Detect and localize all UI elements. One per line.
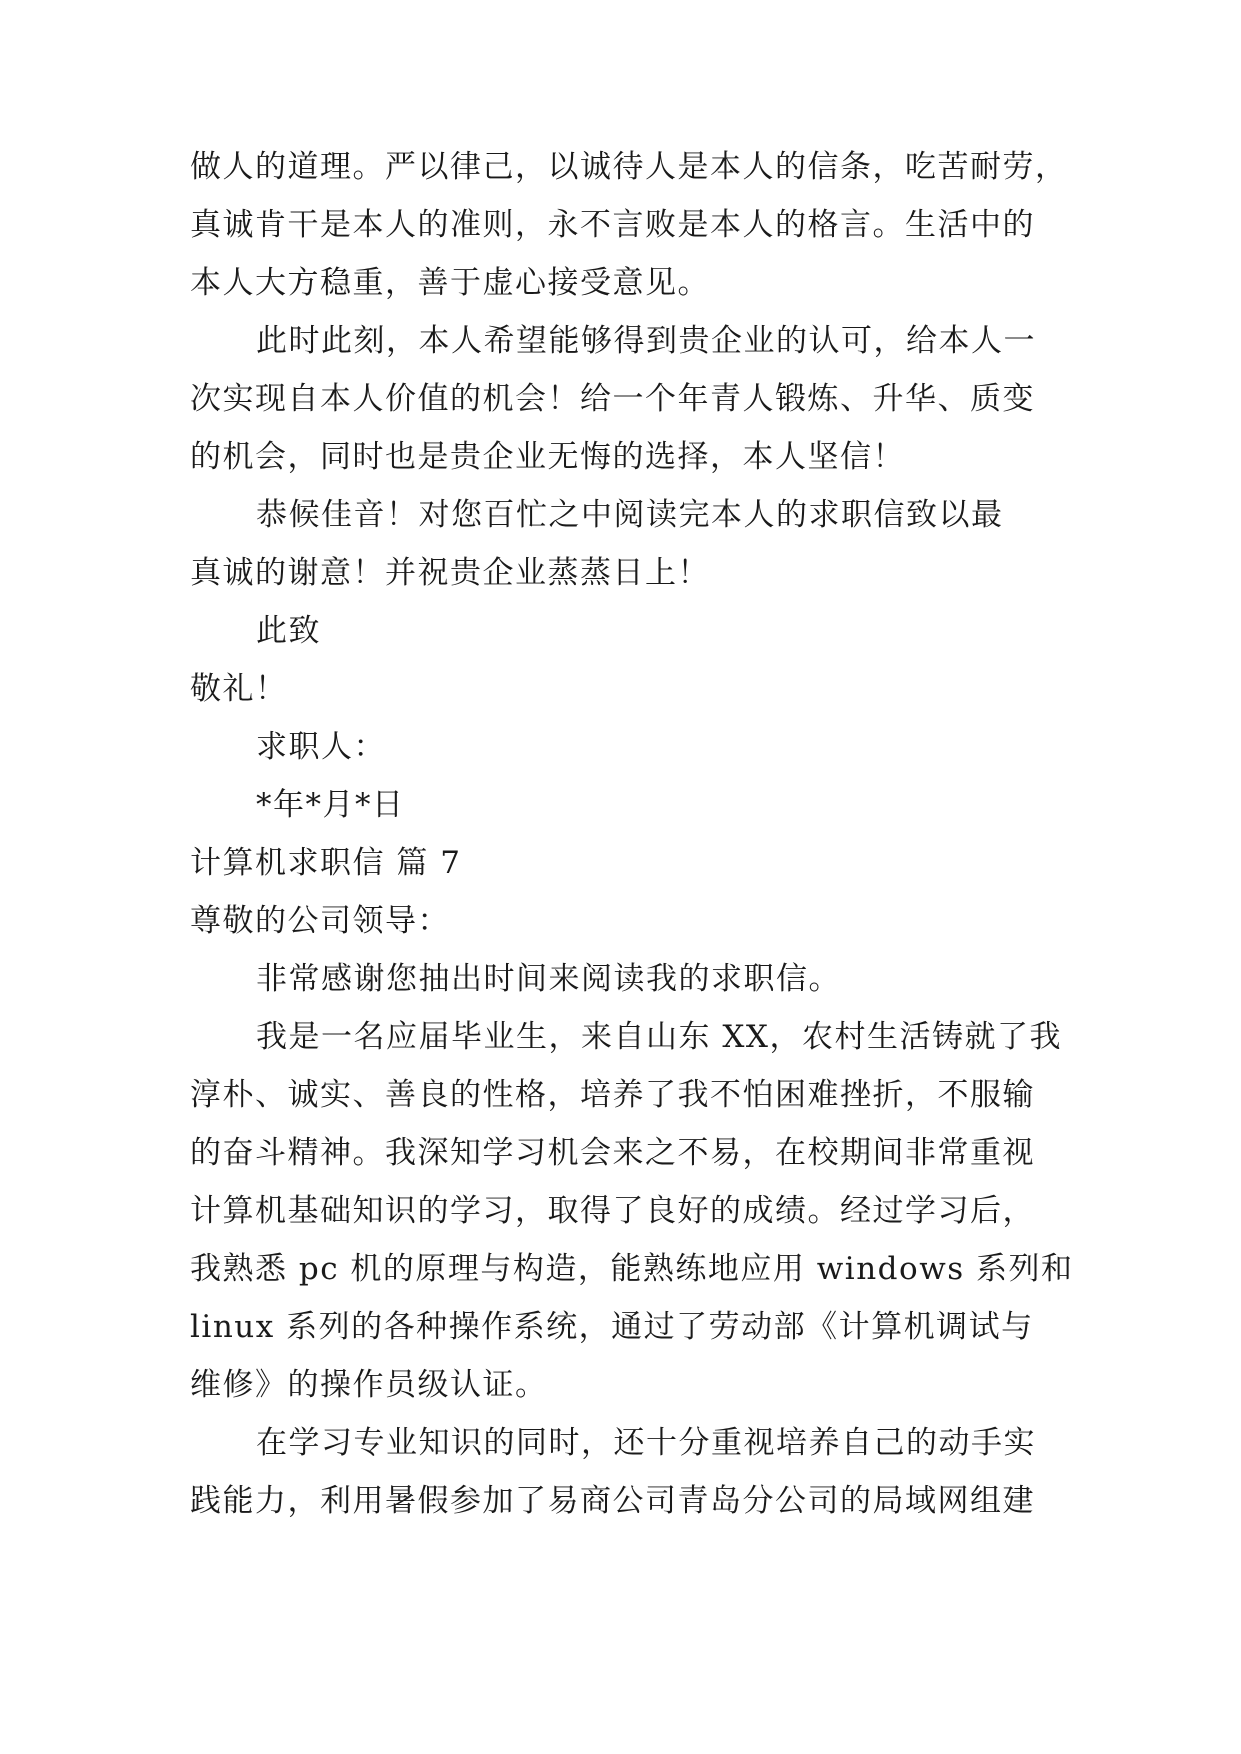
text-line: 的机会，同时也是贵企业无悔的选择，本人坚信！ xyxy=(190,439,905,475)
text-line: 维修》的操作员级认证。 xyxy=(190,1367,548,1403)
text-line: 求职人： xyxy=(256,729,386,765)
text-line: 真诚肯干是本人的准则，永不言败是本人的格言。生活中的 xyxy=(190,207,1035,243)
text-line: 我是一名应届毕业生，来自山东 XX，农村生活铸就了我 xyxy=(256,1019,1062,1055)
text-line: 敬礼！ xyxy=(190,671,288,707)
text-line: 践能力，利用暑假参加了易商公司青岛分公司的局域网组建 xyxy=(190,1483,1035,1519)
text-line: 真诚的谢意！并祝贵企业蒸蒸日上！ xyxy=(190,555,710,591)
text-line: 我熟悉 pc 机的原理与构造，能熟练地应用 windows 系列和 xyxy=(190,1251,1074,1287)
text-line: 此时此刻，本人希望能够得到贵企业的认可，给本人一 xyxy=(256,323,1036,359)
text-line: 在学习专业知识的同时，还十分重视培养自己的动手实 xyxy=(256,1425,1036,1461)
text-line: 计算机基础知识的学习，取得了良好的成绩。经过学习后， xyxy=(190,1193,1035,1229)
text-line: 本人大方稳重，善于虚心接受意见。 xyxy=(190,265,710,301)
text-line: 次实现自本人价值的机会！给一个年青人锻炼、升华、质变 xyxy=(190,381,1035,417)
text-line: *年*月*日 xyxy=(256,787,405,823)
text-line: 此致 xyxy=(256,613,321,649)
text-line: 做人的道理。严以律己，以诚待人是本人的信条，吃苦耐劳， xyxy=(190,149,1068,185)
text-line: 非常感谢您抽出时间来阅读我的求职信。 xyxy=(256,961,841,997)
text-line: 尊敬的公司领导： xyxy=(190,903,450,939)
text-line: 淳朴、诚实、善良的性格，培养了我不怕困难挫折，不服输 xyxy=(190,1077,1035,1113)
text-line: 恭候佳音！对您百忙之中阅读完本人的求职信致以最 xyxy=(256,497,1004,533)
text-line: 的奋斗精神。我深知学习机会来之不易，在校期间非常重视 xyxy=(190,1135,1035,1171)
text-line: linux 系列的各种操作系统，通过了劳动部《计算机调试与 xyxy=(190,1309,1034,1345)
section-heading: 计算机求职信 篇 7 xyxy=(190,845,462,881)
